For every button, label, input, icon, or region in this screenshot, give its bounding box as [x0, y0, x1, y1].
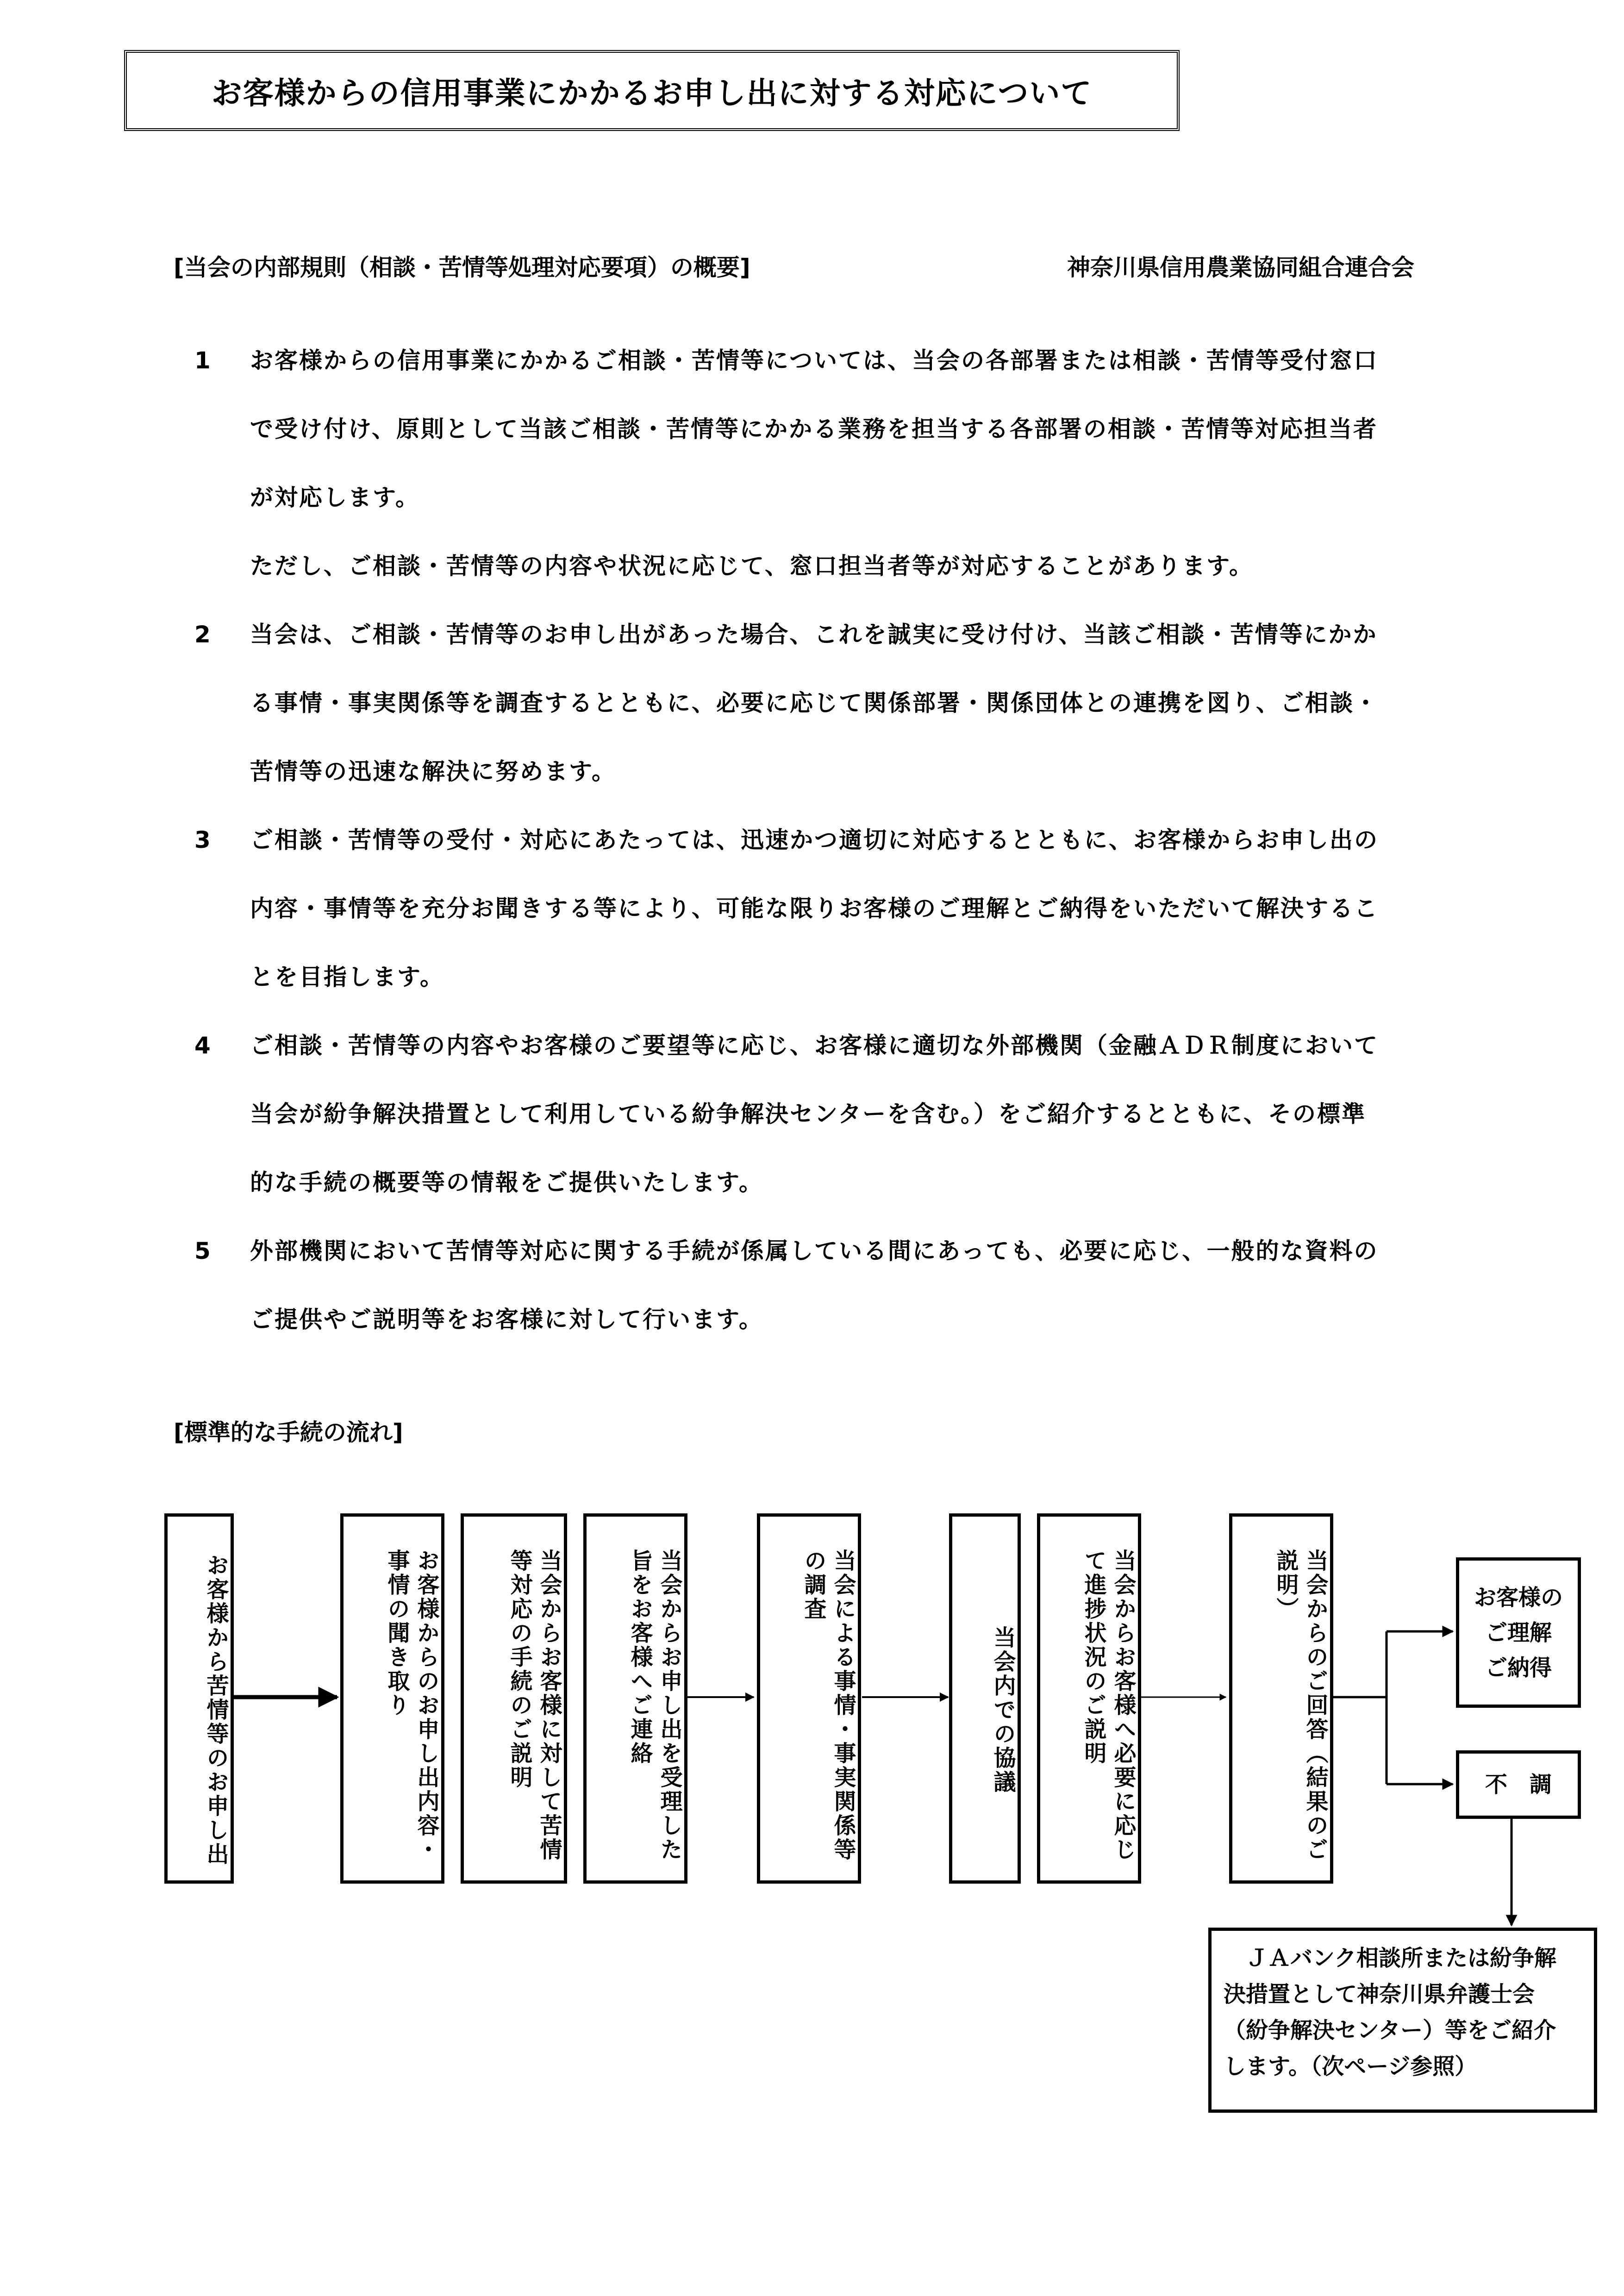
outcome-line: ご理解 [1485, 1619, 1552, 1646]
item-line: ご相談・苦情等の受付・対応にあたっては、迅速かつ適切に対応するとともに、お客様からお申し出の [250, 827, 1379, 853]
item-line: ご相談・苦情等の内容やお客様のご要望等に応じ、お客様に適切な外部機関（金融ＡＤＲ制度において [250, 1032, 1379, 1059]
item-number: 5 [194, 1238, 211, 1264]
flow-step-7 [1037, 1513, 1141, 1884]
flow-step-3 [461, 1513, 567, 1884]
flow-step-text: お客様から苦情等のお申し出 [203, 1554, 229, 1867]
flow-step-6 [949, 1513, 1021, 1884]
item-line: 内容・事情等を充分お聞きする等により、可能な限りお客様のご理解とご納得をいただいて解決するこ [250, 895, 1379, 922]
flow-step-text: 当会からお客様へ必要に応じて進捗状況のご説明 [1081, 1549, 1136, 1862]
outcome-unresolved-box [1456, 1750, 1581, 1819]
item-line: 的な手続の概要等の情報をご提供いたします。 [250, 1169, 763, 1196]
organization-name: 神奈川県信用農業協同組合連合会 [1067, 254, 1414, 281]
item-line: 当会は、ご相談・苦情等のお申し出があった場合、これを誠実に受け付け、当該ご相談・苦情等にかか [250, 621, 1378, 648]
outcome-satisfied-box [1456, 1557, 1581, 1708]
section-heading: [当会の内部規則（相談・苦情等処理対応要項）の概要] [174, 254, 750, 281]
outcome-unresolved-label: 不 調 [1485, 1772, 1552, 1798]
item-number: 3 [194, 827, 211, 853]
flow-step-4 [583, 1513, 687, 1884]
flow-step-8 [1229, 1513, 1333, 1884]
item-line: 当会が紛争解決措置として利用している紛争解決センターを含む。）をご紹介するとともに、その標準 [250, 1101, 1366, 1127]
item-line: ご提供やご説明等をお客様に対して行います。 [250, 1306, 763, 1333]
referral-line: （紛争解決センター）等をご紹介 [1224, 2017, 1556, 2043]
flow-step-text: 当会内での協議 [990, 1626, 1016, 1794]
flow-step-text: 当会からお申し出を受理した旨をお客様へご連絡 [627, 1549, 682, 1862]
outcome-line: お客様の [1474, 1584, 1563, 1611]
outcome-line: ご納得 [1485, 1655, 1552, 1681]
flow-step-5 [757, 1513, 861, 1884]
item-line: が対応します。 [250, 484, 420, 511]
item-number: 4 [194, 1032, 211, 1059]
referral-line: します。（次ページ参照） [1224, 2053, 1477, 2079]
item-line: とを目指します。 [250, 964, 444, 990]
item-line: ただし、ご相談・苦情等の内容や状況に応じて、窓口担当者等が対応することがあります。 [250, 553, 1254, 579]
flow-step-1 [164, 1513, 234, 1884]
flow-step-text: 当会からお客様に対して苦情等対応の手続のご説明 [506, 1549, 562, 1862]
item-line: 苦情等の迅速な解決に努めます。 [250, 758, 616, 785]
referral-line: 決措置として神奈川県弁護士会 [1224, 1981, 1535, 2007]
referral-line: ＪＡバンク相談所または紛争解 [1224, 1945, 1557, 1971]
flow-step-text: お客様からのお申し出内容・事情の聞き取り [384, 1549, 439, 1862]
item-line: お客様からの信用事業にかかるご相談・苦情等については、当会の各部署または相談・苦情等受付窓口 [250, 347, 1378, 374]
item-line: る事情・事実関係等を調査するとともに、必要に応じて関係部署・関係団体との連携を図り、ご相談・ [250, 690, 1379, 716]
item-number: 2 [194, 621, 211, 648]
item-line: 外部機関において苦情等対応に関する手続が係属している間にあっても、必要に応じ、一般的な資料の [250, 1238, 1379, 1264]
flow-heading: [標準的な手続の流れ] [174, 1419, 403, 1446]
flow-step-text: 当会からのご回答（結果のご説明） [1273, 1549, 1328, 1862]
referral-box [1208, 1928, 1597, 2113]
item-line: で受け付け、原則として当該ご相談・苦情等にかかる業務を担当する各部署の相談・苦情等対応担当者 [250, 416, 1378, 442]
page-title: お客様からの信用事業にかかるお申し出に対する対応について [211, 75, 1093, 111]
item-number: 1 [194, 347, 211, 374]
flow-step-2 [340, 1513, 444, 1884]
flow-step-text: 当会による事情・事実関係等の調査 [800, 1549, 856, 1862]
